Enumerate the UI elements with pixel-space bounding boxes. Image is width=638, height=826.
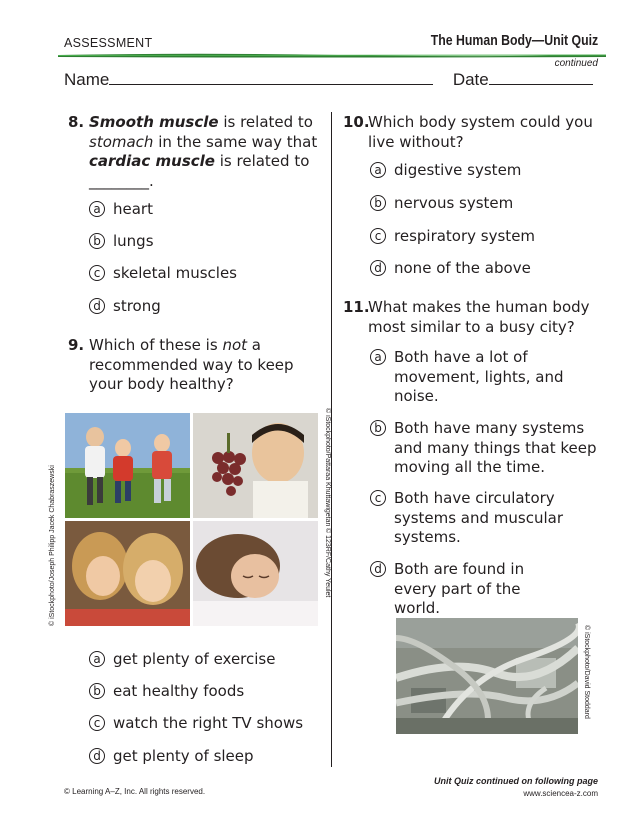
header-brush-stroke	[58, 52, 606, 58]
option-text: watch the right TV shows	[113, 714, 304, 732]
date-blank[interactable]	[489, 70, 593, 85]
photo-credit-city: © iStockphoto/David Stoddard	[583, 625, 590, 719]
option-8d[interactable]	[89, 297, 161, 317]
question-number: 11.	[343, 298, 370, 316]
option-10c[interactable]	[370, 227, 535, 247]
option-text: skeletal muscles	[113, 264, 237, 282]
option-letter: d	[370, 260, 386, 276]
option-letter: d	[89, 298, 105, 314]
option-10a[interactable]	[370, 161, 521, 181]
option-text: Both have a lot of movement, lights, and noise.	[394, 348, 564, 405]
option-10d[interactable]	[370, 259, 531, 279]
question-8	[68, 113, 318, 191]
question-11	[343, 298, 598, 337]
option-letter: d	[89, 748, 105, 764]
question-9	[68, 336, 308, 395]
option-text: digestive system	[394, 161, 522, 179]
option-letter: c	[89, 715, 105, 731]
option-text: respiratory system	[394, 227, 536, 245]
option-letter: b	[370, 420, 386, 436]
option-letter: b	[370, 195, 386, 211]
option-letter: a	[89, 651, 105, 667]
healthy-habits-photo-grid	[65, 413, 318, 626]
option-10b[interactable]	[370, 194, 513, 214]
option-text: Both have many systems and many things that keep moving all the time.	[394, 419, 597, 476]
continued-label: continued	[554, 58, 598, 69]
option-text: get plenty of exercise	[113, 650, 276, 668]
copyright: © Learning A–Z, Inc. All rights reserved.	[64, 787, 206, 796]
option-text: eat healthy foods	[113, 682, 245, 700]
section-label: ASSESSMENT	[64, 36, 153, 50]
photo-credit-right-bottom: © 123RF/Cathy Yeulet	[324, 528, 331, 598]
option-9c[interactable]	[89, 714, 303, 734]
option-8b[interactable]	[89, 232, 154, 252]
photo-credit-left: © iStockphoto/Joseph Philipp Jacek Chabraszewski	[49, 465, 56, 626]
question-number: 9.	[68, 336, 85, 354]
option-letter: a	[370, 162, 386, 178]
option-text: Both are found in every part of the world.	[394, 560, 525, 617]
option-text: Both have circulatory systems and muscular systems.	[394, 489, 564, 546]
website-url: www.sciencea-z.com	[523, 789, 598, 798]
option-9a[interactable]	[89, 650, 275, 670]
question-text: Smooth muscle is related to stomach in the same way that cardiac muscle is related to ________.	[89, 113, 318, 190]
question-10	[343, 113, 598, 152]
running-kids-photo	[65, 413, 190, 518]
option-letter: b	[89, 683, 105, 699]
question-text: What makes the human body most similar to a busy city?	[368, 298, 590, 336]
continued-note: Unit Quiz continued on following page	[434, 776, 598, 786]
option-9b[interactable]	[89, 682, 244, 702]
question-text: Which body system could you live without?	[368, 113, 593, 151]
sleeping-girl-photo	[193, 521, 318, 626]
option-11b[interactable]	[370, 419, 600, 478]
name-label: Name	[64, 70, 110, 89]
option-letter: b	[89, 233, 105, 249]
option-9d[interactable]	[89, 747, 254, 767]
question-text: Which of these is not a recommended way to keep your body healthy?	[89, 336, 294, 393]
question-number: 8.	[68, 113, 85, 131]
quiz-title: The Human Body—Unit Quiz	[430, 32, 598, 49]
option-11c[interactable]	[370, 489, 570, 548]
option-text: nervous system	[394, 194, 514, 212]
option-8a[interactable]	[89, 200, 153, 220]
option-letter: c	[370, 490, 386, 506]
option-text: none of the above	[394, 259, 531, 277]
option-text: lungs	[113, 232, 154, 250]
option-letter: c	[370, 228, 386, 244]
photo-credit-right-top: © iStockphoto/Pattaraa Khuttawigetan	[324, 408, 331, 527]
option-text: get plenty of sleep	[113, 747, 254, 765]
column-divider	[331, 112, 332, 767]
boy-with-grapes-photo	[193, 413, 318, 518]
question-number: 10.	[343, 113, 370, 131]
option-8c[interactable]	[89, 264, 237, 284]
option-letter: c	[89, 265, 105, 281]
option-letter: a	[370, 349, 386, 365]
option-letter: a	[89, 201, 105, 217]
option-text: heart	[113, 200, 153, 218]
option-text: strong	[113, 297, 161, 315]
city-highway-photo	[396, 618, 578, 734]
option-11d[interactable]	[370, 560, 570, 619]
girls-watching-tv-photo	[65, 521, 190, 626]
date-label: Date	[452, 70, 489, 89]
option-11a[interactable]	[370, 348, 585, 407]
name-blank[interactable]	[109, 70, 433, 85]
name-date-row	[64, 70, 604, 90]
option-letter: d	[370, 561, 386, 577]
